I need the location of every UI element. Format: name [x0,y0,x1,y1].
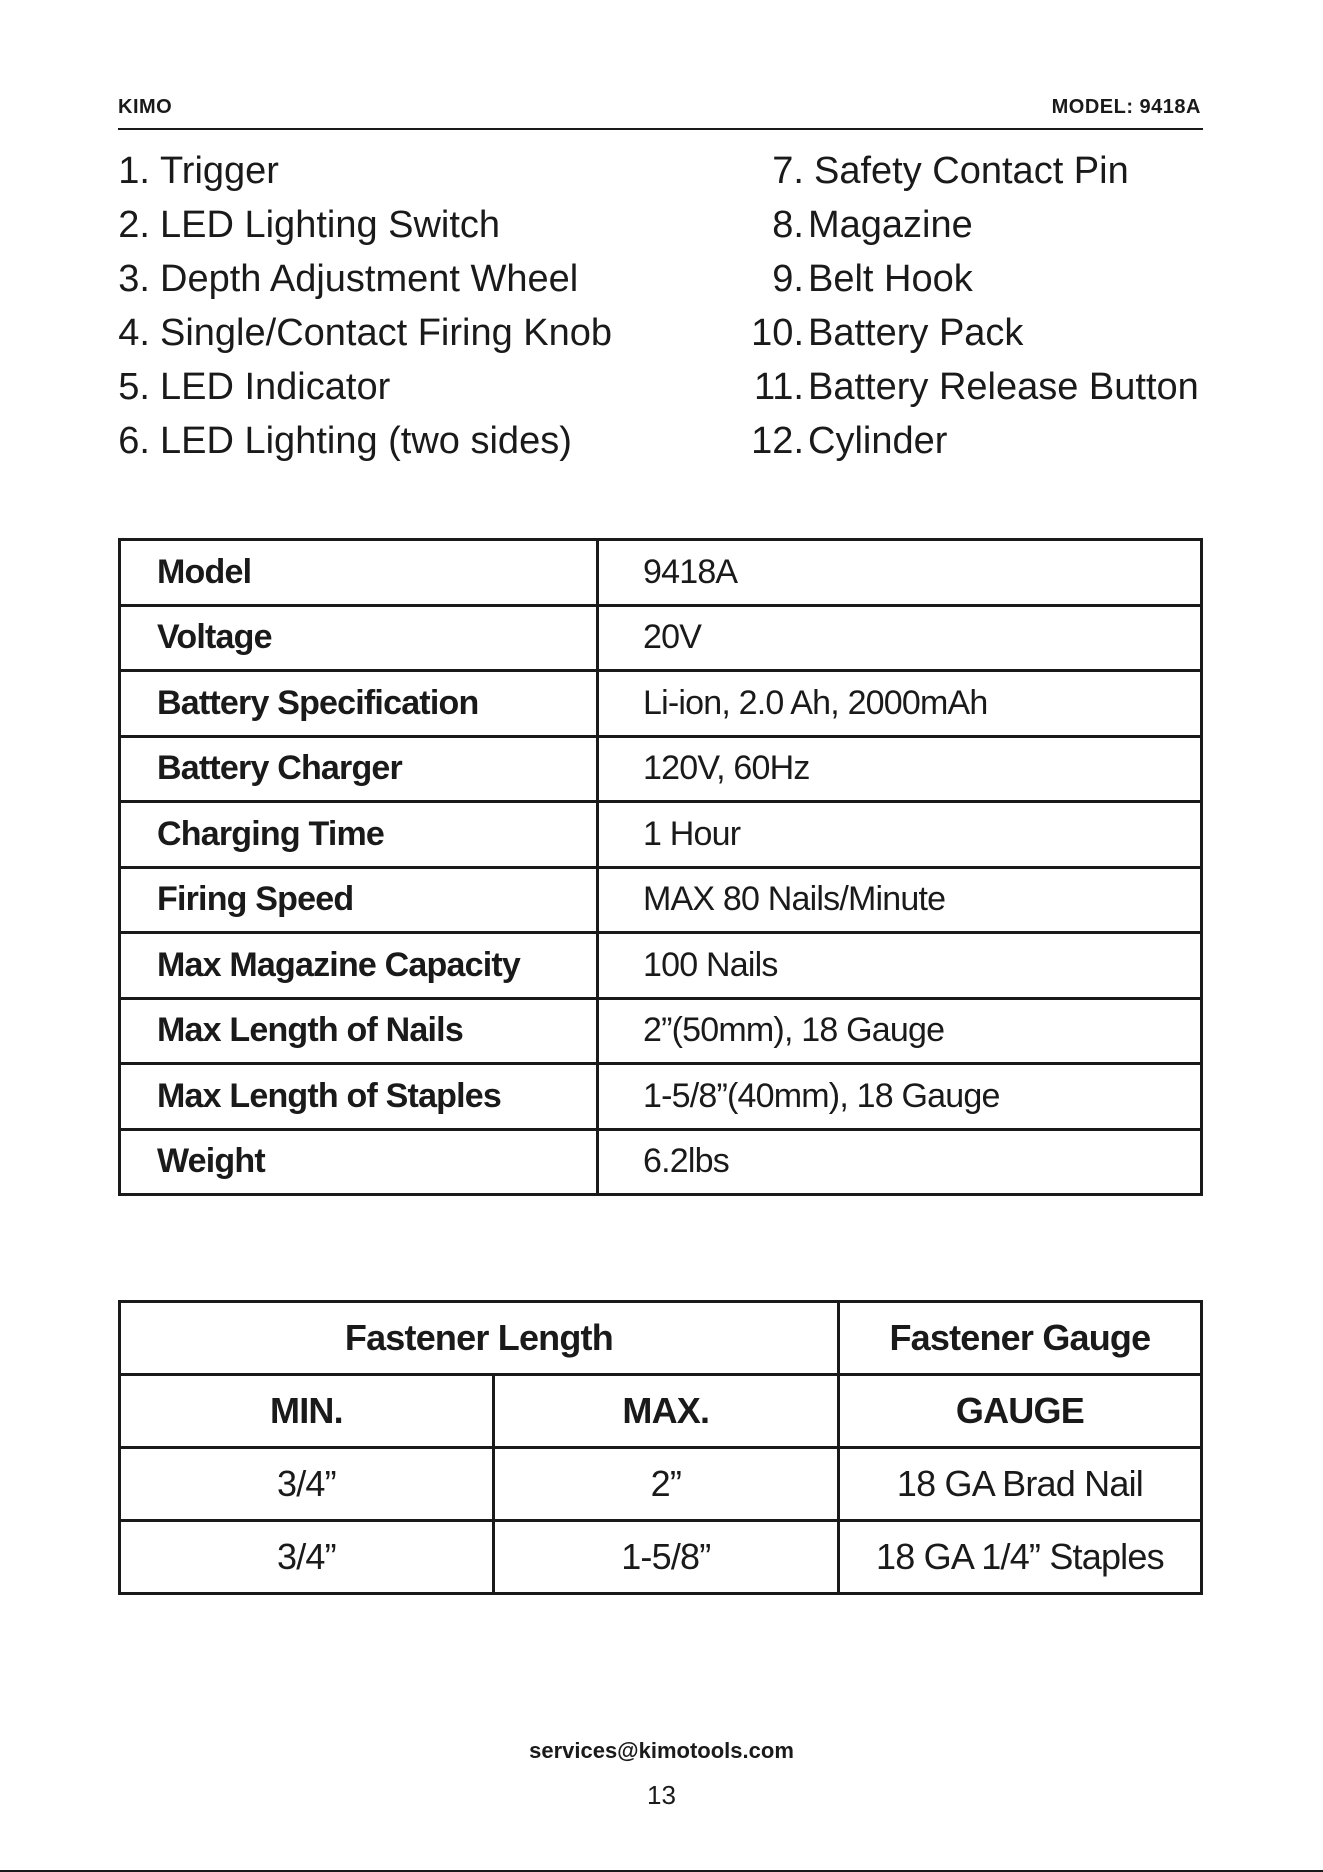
min-length-cell: 3/4” [120,1448,494,1521]
part-label: LED Lighting Switch [160,204,501,246]
fastener-table [118,1300,1203,1595]
part-number: 11. [753,366,804,408]
min-length-cell: 3/4” [120,1521,494,1594]
part-item [116,144,612,198]
part-label: Belt Hook [808,258,973,300]
spec-value: 2”(50mm), 18 Gauge [598,998,1202,1064]
table-row [120,540,1202,606]
part-item [740,306,1199,360]
spec-value: Li-ion, 2.0 Ah, 2000mAh [598,671,1202,737]
spec-label: Battery Charger [120,736,598,802]
spec-label: Model [120,540,598,606]
part-number: 8. [772,204,804,246]
part-number: 2. [118,204,150,246]
part-label: LED Lighting (two sides) [160,420,572,462]
spec-label: Charging Time [120,802,598,868]
spec-label: Battery Specification [120,671,598,737]
part-number: 7. [772,150,804,192]
gauge-cell: 18 GA Brad Nail [838,1448,1201,1521]
spec-label: Max Length of Staples [120,1064,598,1130]
spec-value: 120V, 60Hz [598,736,1202,802]
part-label: Depth Adjustment Wheel [160,258,579,300]
part-number: 6. [118,420,150,462]
part-item [740,414,1199,468]
table-row [120,1521,1202,1594]
table-row [120,802,1202,868]
part-label: Magazine [808,204,973,246]
part-number: 1. [118,150,150,192]
spec-label: Weight [120,1129,598,1195]
spec-value: 1 Hour [598,802,1202,868]
parts-list-right [740,144,1199,468]
table-row [120,1129,1202,1195]
table-row [120,933,1202,999]
part-label: LED Indicator [160,366,391,408]
part-item [116,414,612,468]
spec-value: 6.2lbs [598,1129,1202,1195]
table-row [120,605,1202,671]
page-header [118,96,1203,130]
fastener-length-header: Fastener Length [120,1302,839,1375]
part-number: 10. [751,312,804,354]
max-length-cell: 1-5/8” [493,1521,838,1594]
part-label: Safety Contact Pin [814,150,1129,192]
spec-value: 9418A [598,540,1202,606]
spec-label: Max Magazine Capacity [120,933,598,999]
part-item [116,306,612,360]
part-number: 4. [118,312,150,354]
table-row [120,736,1202,802]
table-subheader-row [120,1375,1202,1448]
part-number: 5. [118,366,150,408]
max-length-cell: 2” [493,1448,838,1521]
spec-value: 20V [598,605,1202,671]
part-number: 3. [118,258,150,300]
brand-name: KIMO [118,96,173,118]
support-email: services@kimotools.com [529,1738,794,1763]
parts-list-left [116,144,612,468]
max-header: MAX. [493,1375,838,1448]
page-number: 13 [647,1780,676,1810]
part-item [740,252,1199,306]
table-header-row [120,1302,1202,1375]
part-item [116,360,612,414]
gauge-cell: 18 GA 1/4” Staples [838,1521,1201,1594]
spec-value: MAX 80 Nails/Minute [598,867,1202,933]
table-row [120,867,1202,933]
part-item [116,198,612,252]
min-header: MIN. [120,1375,494,1448]
table-row [120,1448,1202,1521]
spec-value: 1-5/8”(40mm), 18 Gauge [598,1064,1202,1130]
specifications-table [118,538,1203,1196]
part-label: Trigger [160,150,279,192]
model-number: MODEL: 9418A [1051,96,1201,118]
table-row [120,1064,1202,1130]
table-row [120,998,1202,1064]
part-label: Battery Release Button [808,366,1199,408]
part-item [740,198,1199,252]
spec-label: Max Length of Nails [120,998,598,1064]
part-label: Cylinder [808,420,948,462]
part-item [740,144,1199,198]
fastener-gauge-header: Fastener Gauge [838,1302,1201,1375]
spec-label: Voltage [120,605,598,671]
part-number: 12. [751,420,804,462]
part-item [740,360,1199,414]
spec-value: 100 Nails [598,933,1202,999]
part-item [116,252,612,306]
gauge-header: GAUGE [838,1375,1201,1448]
part-label: Single/Contact Firing Knob [160,312,613,354]
part-number: 9. [772,258,804,300]
spec-label: Firing Speed [120,867,598,933]
part-label: Battery Pack [808,312,1024,354]
table-row [120,671,1202,737]
